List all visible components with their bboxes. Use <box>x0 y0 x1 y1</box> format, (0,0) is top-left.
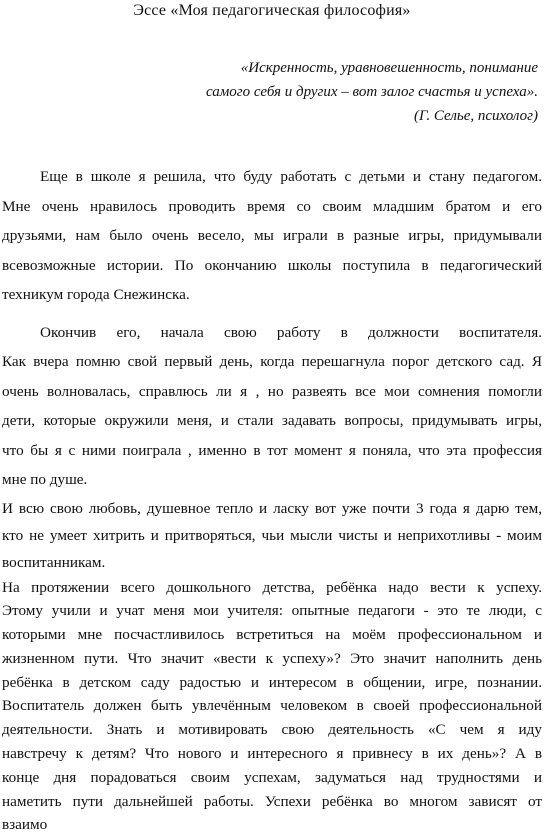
text-line: навстречу к детям? Что нового и интересного я привнесу в их день»? А в <box>2 742 542 766</box>
paragraph <box>2 576 542 837</box>
text-line: наметить пути дальнейшей работы. Успехи ребёнка во многом зависят от <box>2 790 542 814</box>
text-line: Мне очень нравилось проводить время со своим младшим братом и его <box>2 192 542 222</box>
text-line: Окончив его, начала свою работу в должности воспитателя. <box>2 318 542 348</box>
text-line: жизненном пути. Что значит «вести к успеху»? Это значит наполнить день <box>2 647 542 671</box>
essay-body <box>2 162 542 837</box>
text-line: И всю свою любовь, душевное тепло и ласку вот уже почти 3 года я дарю тем, <box>2 495 542 522</box>
text-line: деятельности. Знать и мотивировать свою деятельность «С чем я иду <box>2 718 542 742</box>
paragraph <box>2 495 542 576</box>
text-line: взаимо <box>2 813 542 837</box>
page-title: Эссе «Моя педагогическая философия» <box>0 2 544 20</box>
text-line: что бы я с ними поиграла , именно в тот момент я поняла, что эта профессия <box>2 436 542 466</box>
text-line: ребёнка в детском саду радостью и интересом в общении, игре, познании. <box>2 671 542 695</box>
text-line: воспитанникам. <box>2 549 542 576</box>
text-line: Как вчера помню свой первый день, когда перешагнула порог детского сад. Я <box>2 347 542 377</box>
text-line: Еще в школе я решила, что буду работать с детьми и стану педагогом. <box>2 162 542 192</box>
text-line: друзьями, нам было очень весело, мы играли в разные игры, придумывали <box>2 221 542 251</box>
epigraph-author: (Г. Селье, психолог) <box>118 104 538 128</box>
text-line: Этому учили и учат меня мои учителя: опытные педагоги - это те люди, с <box>2 599 542 623</box>
text-line: всевозможные истории. По окончанию школы поступила в педагогический <box>2 251 542 281</box>
epigraph <box>118 56 538 128</box>
epigraph-line: самого себя и других – вот залог счастья и успеха». <box>118 80 538 104</box>
text-line: которыми мне посчастливилось встретиться на моём профессиональном и <box>2 623 542 647</box>
epigraph-line: «Искренность, уравновешенность, понимание <box>118 56 538 80</box>
text-line: кто не умеет хитрить и притворяться, чьи мысли чисты и неприхотливы - моим <box>2 522 542 549</box>
text-line: конце дня порадоваться своим успехам, задуматься над трудностями и <box>2 766 542 790</box>
paragraph <box>2 162 542 310</box>
paragraph <box>2 318 542 495</box>
text-line: мне по душе. <box>2 465 542 495</box>
text-line: техникум города Снежинска. <box>2 280 542 310</box>
text-line: очень волновалась, справлюсь ли я , но развеять все мои сомнения помогли <box>2 377 542 407</box>
text-line: дети, которые окружили меня, и стали задавать вопросы, придумывать игры, <box>2 406 542 436</box>
text-line: На протяжении всего дошкольного детства, ребёнка надо вести к успеху. <box>2 576 542 600</box>
text-line: Воспитатель должен быть увлечённым человеком в своей профессиональной <box>2 694 542 718</box>
